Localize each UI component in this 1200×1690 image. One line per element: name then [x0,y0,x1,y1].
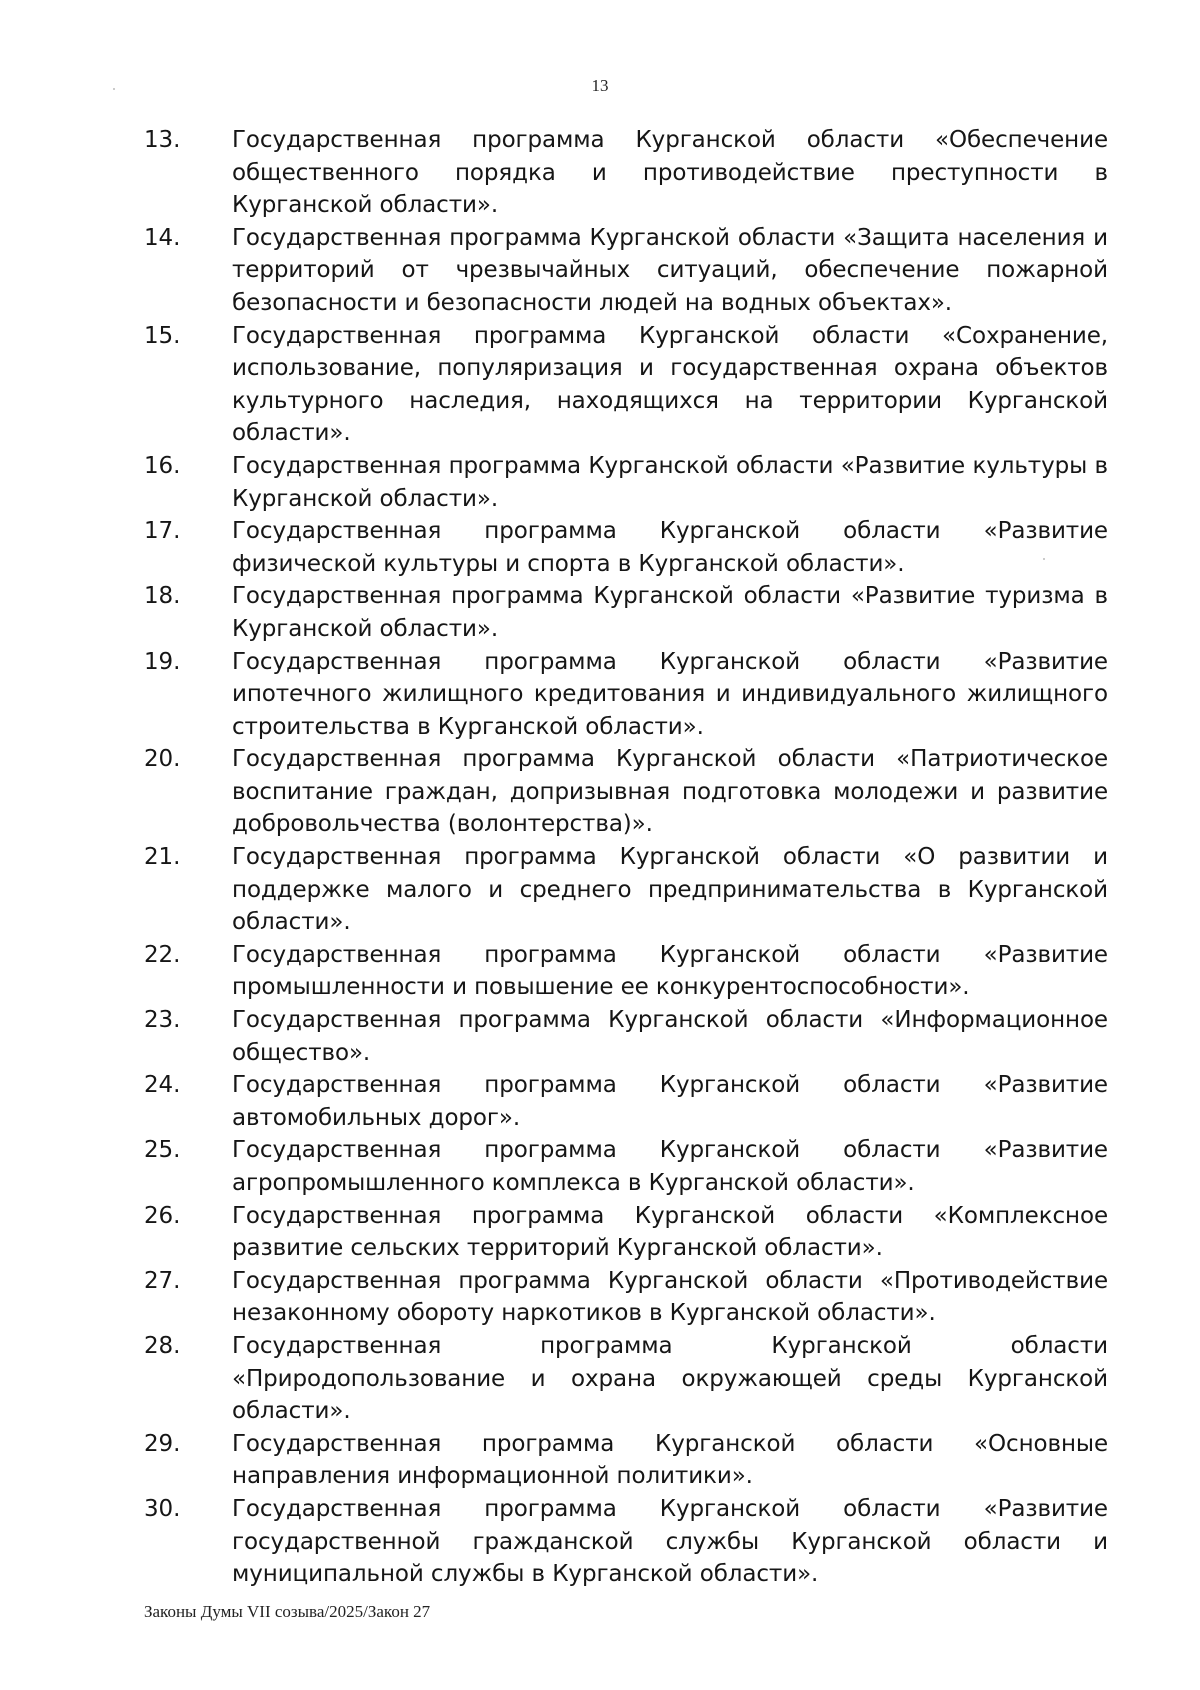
footer-reference: Законы Думы VII созыва/2025/Закон 27 [144,1602,431,1621]
list-item [144,515,1108,580]
list-item [144,646,1108,744]
item-text: Государственная программа Курганской области «Развитие ипотечного жилищного кредитования и индивидуального жилищного строительства в Курганской области». [232,648,1108,740]
item-number: 13. [144,127,181,153]
item-text: Государственная программа Курганской области «О развитии и поддержке малого и среднего предпринимательства в Курганской области». [232,844,1108,936]
item-text: Государственная программа Курганской области «Развитие промышленности и повышение ее конкурентоспособности». [232,941,1108,1001]
item-number: 29. [144,1430,181,1457]
item-number: 19. [144,648,181,675]
list-item [144,580,1108,645]
item-number: 21. [144,844,181,871]
list-item [144,1134,1108,1199]
item-text: Государственная программа Курганской области «Сохранение, использование, популяризация и государственная охрана объектов культурного наследия, находящихся на территории Курганской области». [232,322,1108,447]
item-text: Государственная программа Курганской области «Обеспечение общественного порядка и противодействие преступности в Курганской области». [232,127,1108,219]
scan-artifact [1043,558,1045,560]
item-number: 15. [144,322,181,349]
item-number: 27. [144,1267,181,1294]
list-item [144,939,1108,1004]
item-number: 14. [144,224,181,251]
list-item [144,222,1108,320]
list-item [144,1004,1108,1069]
item-text: Государственная программа Курганской области «Развитие автомобильных дорог». [232,1072,1108,1131]
item-text: Государственная программа Курганской области «Защита населения и территорий от чрезвычайных ситуаций, обеспечение пожарной безопасности и безопасности людей на водных объектах». [232,224,1108,316]
item-number: 26. [144,1202,181,1229]
item-text: Государственная программа Курганской области «Комплексное развитие сельских территорий Курганской области». [232,1202,1108,1262]
item-text: Государственная программа Курганской области «Патриотическое воспитание граждан, допризывная подготовка молодежи и развитие добровольчества (волонтерства)». [232,746,1108,838]
item-number: 17. [144,518,181,545]
item-text: Государственная программа Курганской области «Развитие физической культуры и спорта в Курганской области». [232,518,1108,577]
item-text: Государственная программа Курганской области «Развитие туризма в Курганской области». [232,583,1108,642]
list-item [144,124,1108,222]
item-text: Государственная программа Курганской области «Развитие агропромышленного комплекса в Курганской области». [232,1137,1108,1196]
item-text: Государственная программа Курганской области «Развитие государственной гражданской службы Курганской области и муниципальной службы в Курганской области». [232,1495,1108,1588]
list-item [144,450,1108,515]
item-text: Государственная программа Курганской области «Основные направления информационной политики». [232,1430,1108,1490]
list-item [144,1069,1108,1134]
item-number: 20. [144,746,181,773]
item-number: 25. [144,1137,181,1164]
item-number: 22. [144,941,181,968]
item-text: Государственная программа Курганской области «Природопользование и охрана окружающей среды Курганской области». [232,1332,1108,1425]
item-number: 18. [144,583,181,610]
list-item [144,1265,1108,1330]
item-number: 16. [144,452,181,479]
list-item [144,320,1108,450]
list-item [144,1493,1108,1591]
page-number: 13 [591,76,609,95]
list-item [144,743,1108,841]
item-text: Государственная программа Курганской области «Информационное общество». [232,1007,1108,1066]
item-text: Государственная программа Курганской области «Противодействие незаконному обороту наркотиков в Курганской области». [232,1267,1108,1327]
list-item [144,841,1108,939]
item-number: 23. [144,1007,181,1034]
item-text: Государственная программа Курганской области «Развитие культуры в Курганской области». [232,452,1108,512]
list-item [144,1330,1108,1428]
scan-artifact [113,88,115,90]
list-item [144,1428,1108,1493]
item-number: 30. [144,1495,181,1522]
item-number: 24. [144,1072,181,1099]
list-item [144,1200,1108,1265]
item-number: 28. [144,1332,181,1359]
program-list [144,124,1108,1591]
